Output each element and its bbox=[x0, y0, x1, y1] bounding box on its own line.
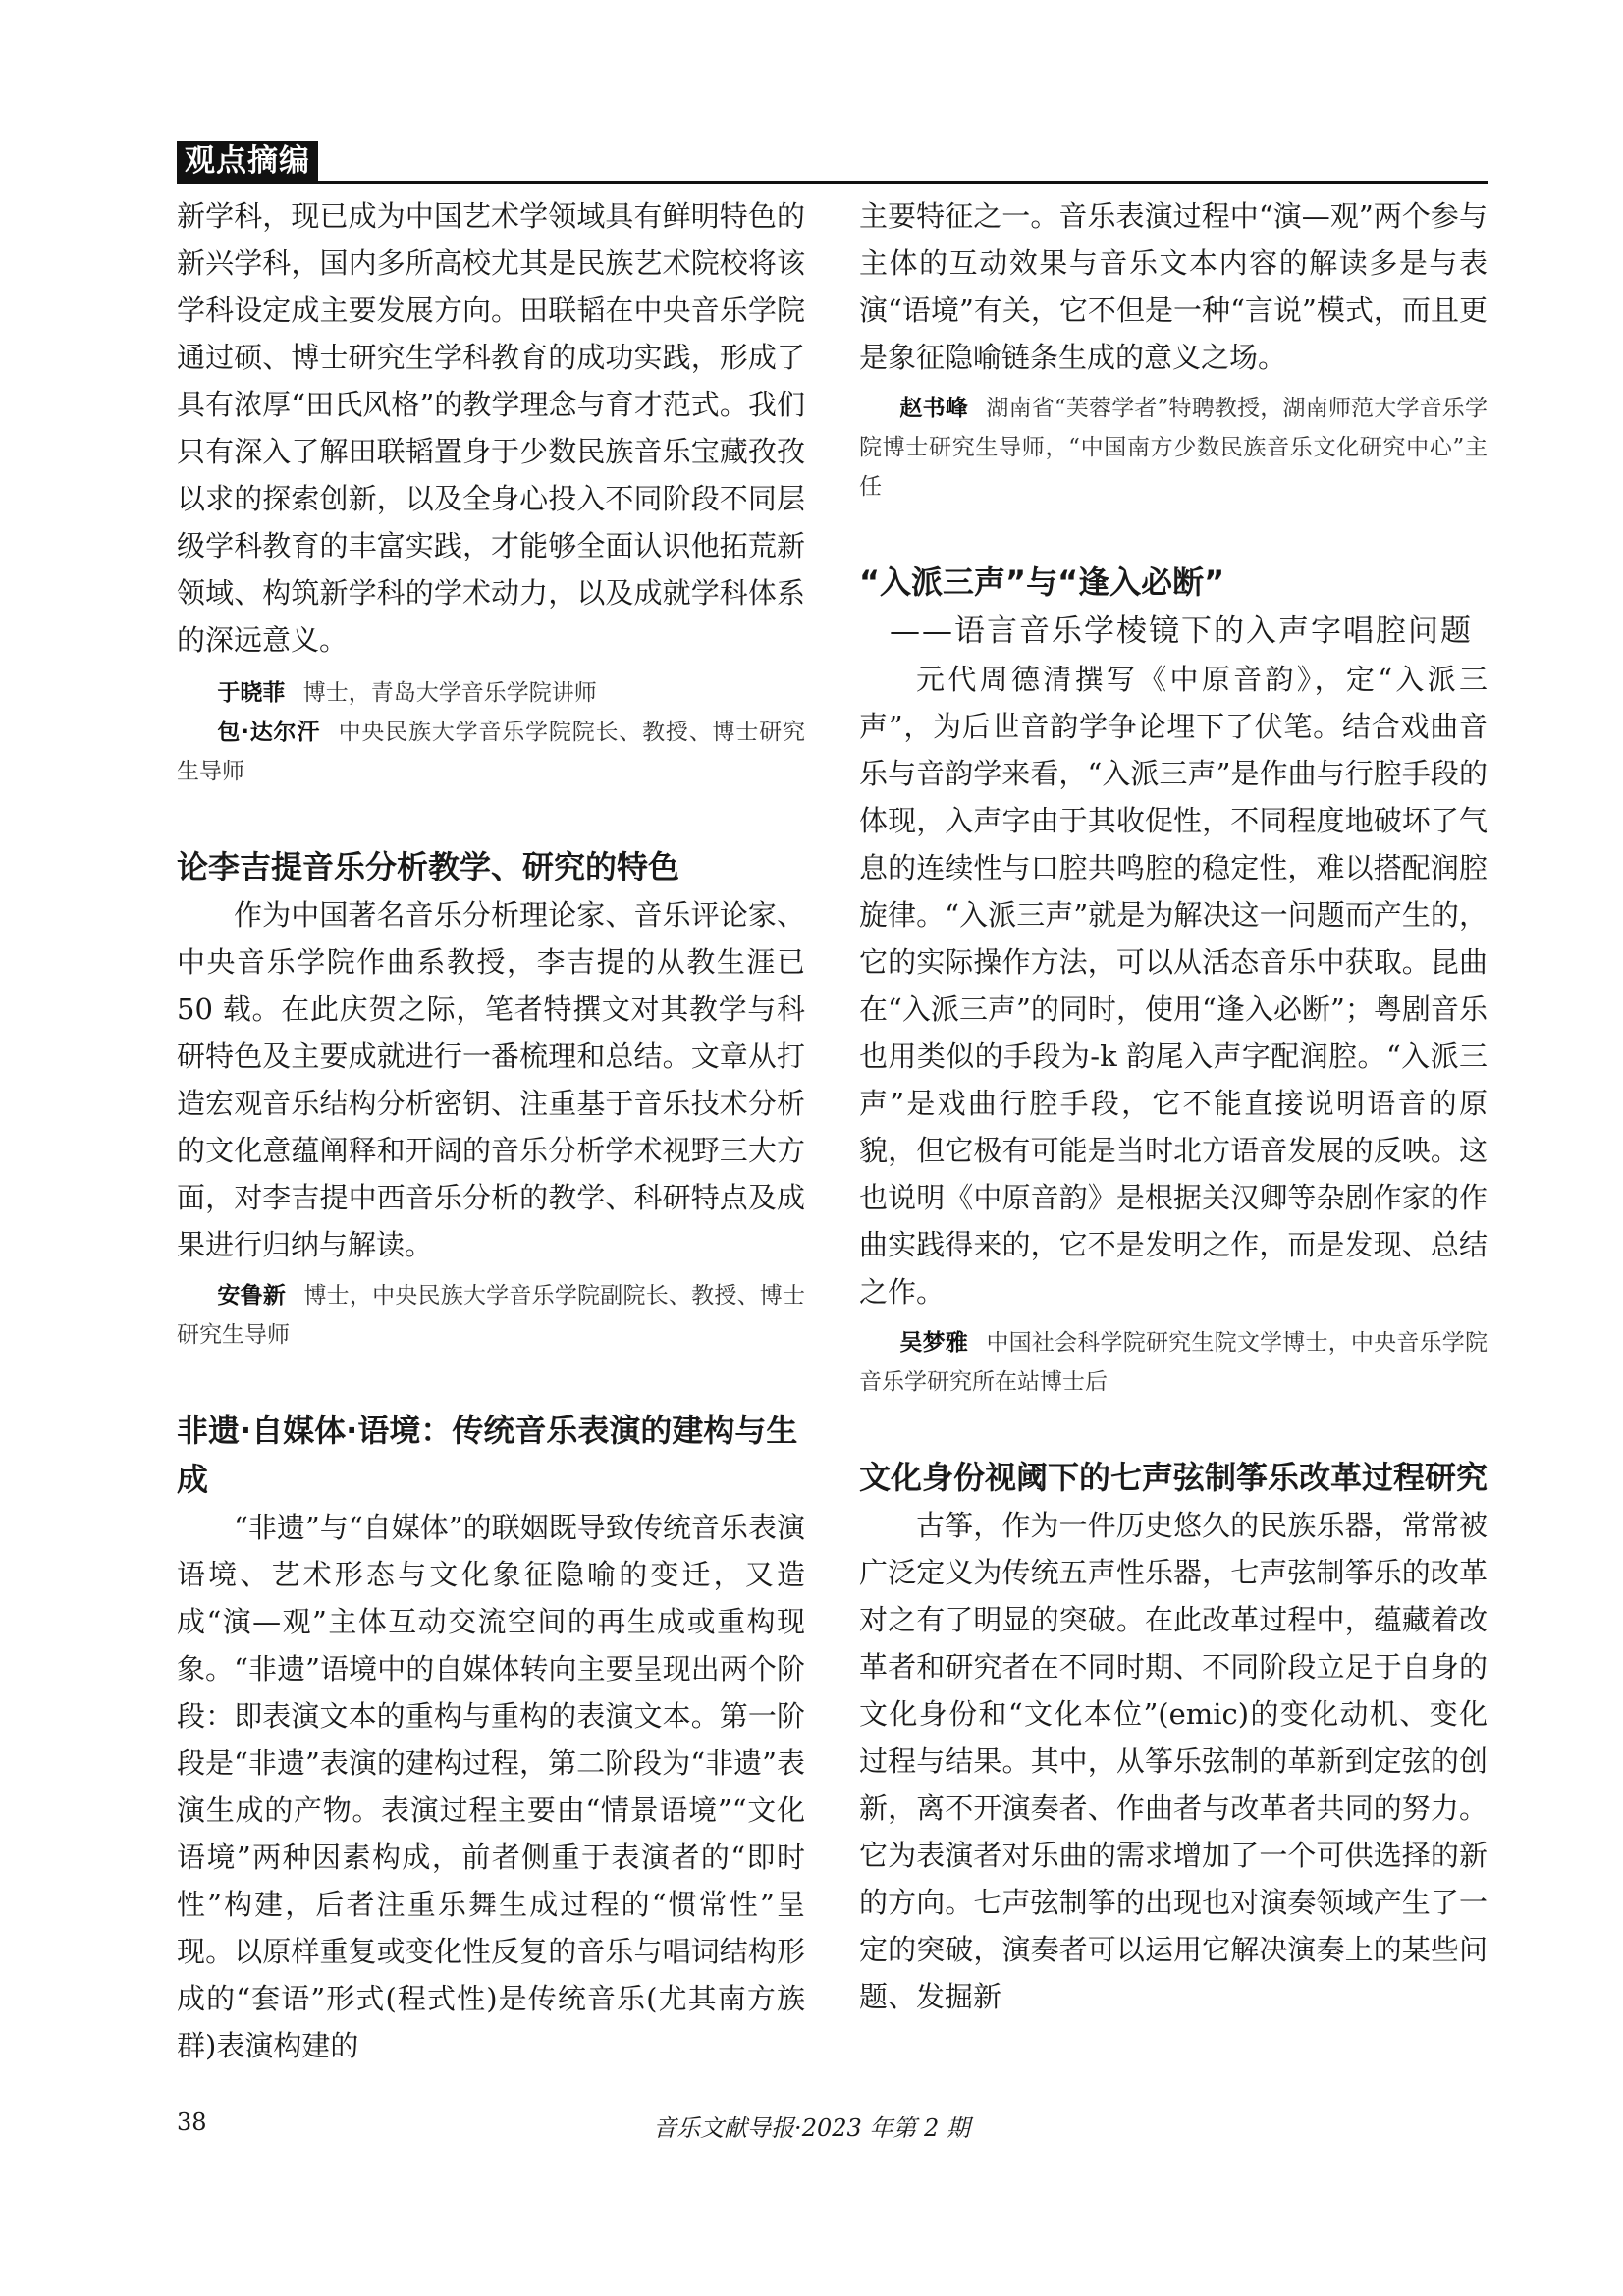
article-subtitle: ——语言音乐学棱镜下的入声字唱腔问题 bbox=[890, 614, 1473, 649]
article-title: “入派三声”与“逢入必断” bbox=[859, 563, 1225, 601]
author-desc: 湖南省“芙蓉学者”特聘教授，湖南师范大学音乐学院博士研究生导师，“中国南方少数民族音乐文化研究中心”主任 bbox=[859, 396, 1488, 500]
right-column bbox=[859, 192, 1488, 2020]
article-body: 古筝，作为一件历史悠久的民族乐器，常常被广泛定义为传统五声性乐器，七声弦制筝乐的改革对之有了明显的突破。在此改革过程中，蕴藏着改革者和研究者在不同时期、不同阶段立足于自身的文化身份和“文化本位”(emic)的变化动机、变化过程与结果。其中，从筝乐弦制的革新到定弦的创新，离不开演奏者、作曲者与改革者共同的努力。它为表演者对乐曲的需求增加了一个可供选择的新的方向。七声弦制筝的出现也对演奏领域产生了一定的突破，演奏者可以运用它解决演奏上的某些问题、发掘新 bbox=[859, 1509, 1488, 2013]
author-line bbox=[177, 673, 805, 713]
section-tag: 观点摘编 bbox=[177, 141, 318, 181]
author-line bbox=[859, 1323, 1488, 1402]
author-desc: 博士，中央民族大学音乐学院副院长、教授、博士研究生导师 bbox=[177, 1283, 806, 1348]
author-name: 吴梦雅 bbox=[899, 1330, 969, 1356]
article-title: 非遗·自媒体·语境：传统音乐表演的建构与生成 bbox=[177, 1412, 798, 1498]
author-desc: 中国社会科学院研究生院文学博士，中央音乐学院音乐学研究所在站博士后 bbox=[859, 1330, 1488, 1395]
article-title: 论李吉提音乐分析教学、研究的特色 bbox=[177, 848, 680, 885]
article-body: “非遗”与“自媒体”的联姻既导致传统音乐表演语境、艺术形态与文化象征隐喻的变迁，又造成“演—观”主体互动交流空间的再生成或重构现象。“非遗”语境中的自媒体转向主要呈现出两个阶段：即表演文本的重构与重构的表演文本。第一阶段是“非遗”表演的建构过程，第二阶段为“非遗”表演生成的产物。表演过程主要由“情景语境”“文化语境”两种因素构成，前者侧重于表演者的“即时性”构建，后者注重乐舞生成过程的“惯常性”呈现。以原样重复或变化性反复的音乐与唱词结构形成的“套语”形式(程式性)是传统音乐(尤其南方族群)表演构建的 bbox=[177, 1511, 805, 2062]
author-desc: 博士，青岛大学音乐学院讲师 bbox=[302, 680, 597, 706]
author-desc: 中央民族大学音乐学院院长、教授、博士研究生导师 bbox=[177, 720, 805, 784]
author-name: 包·达尔汗 bbox=[217, 720, 321, 745]
continued-paragraph: 主要特征之一。音乐表演过程中“演—观”两个参与主体的互动效果与音乐文本内容的解读多是与表演“语境”有关，它不但是一种“言说”模式，而且更是象征隐喻链条生成的意义之场。 bbox=[859, 199, 1488, 374]
author-name: 于晓菲 bbox=[217, 680, 286, 706]
article-title: 文化身份视阈下的七声弦制筝乐改革过程研究 bbox=[859, 1459, 1488, 1496]
article-body: 作为中国著名音乐分析理论家、音乐评论家、中央音乐学院作曲系教授，李吉提的从教生涯已 50 载。在此庆贺之际，笔者特撰文对其教学与科研特色及主要成就进行一番梳理和总结。文章从打造宏观音乐结构分析密钥、注重基于音乐技术分析的文化意蕴阐释和开阔的音乐分析学术视野三大方面，对李吉提中西音乐分析的教学、科研特点及成果进行归纳与解读。 bbox=[177, 898, 805, 1261]
header-rule bbox=[177, 181, 1488, 184]
author-line bbox=[859, 389, 1488, 507]
author-name: 安鲁新 bbox=[217, 1283, 287, 1308]
article-body: 元代周德清撰写《中原音韵》，定“入派三声”，为后世音韵学争论埋下了伏笔。结合戏曲音乐与音韵学来看，“入派三声”是作曲与行腔手段的体现，入声字由于其收促性，不同程度地破坏了气息的连续性与口腔共鸣腔的稳定性，难以搭配润腔旋律。“入派三声”就是为解决这一问题而产生的，它的实际操作方法，可以从活态音乐中获取。昆曲在“入派三声”的同时，使用“逢入必断”；粤剧音乐也用类似的手段为-k 韵尾入声字配润腔。“入派三声”是戏曲行腔手段，它不能直接说明语音的原貌，但它极有可能是当时北方语音发展的反映。这也说明《中原音韵》是根据关汉卿等杂剧作家的作曲实践得来的，它不是发明之作，而是发现、总结之作。 bbox=[859, 663, 1488, 1308]
author-line bbox=[177, 1276, 805, 1355]
journal-name: 音乐文献导报·2023 年第 2 期 bbox=[653, 2114, 970, 2142]
author-name: 赵书峰 bbox=[899, 396, 968, 421]
left-column bbox=[177, 192, 805, 2069]
author-line bbox=[177, 713, 805, 791]
intro-paragraph: 新学科，现已成为中国艺术学领域具有鲜明特色的新兴学科，国内多所高校尤其是民族艺术院校将该学科设定成主要发展方向。田联韬在中央音乐学院通过硕、博士研究生学科教育的成功实践，形成了具有浓厚“田氏风格”的教学理念与育才范式。我们只有深入了解田联韬置身于少数民族音乐宝藏孜孜以求的探索创新，以及全身心投入不同阶段不同层级学科教育的丰富实践，才能够全面认识他拓荒新领域、构筑新学科的学术动力，以及成就学科体系的深远意义。 bbox=[177, 199, 805, 657]
page-number: 38 bbox=[177, 2109, 207, 2136]
